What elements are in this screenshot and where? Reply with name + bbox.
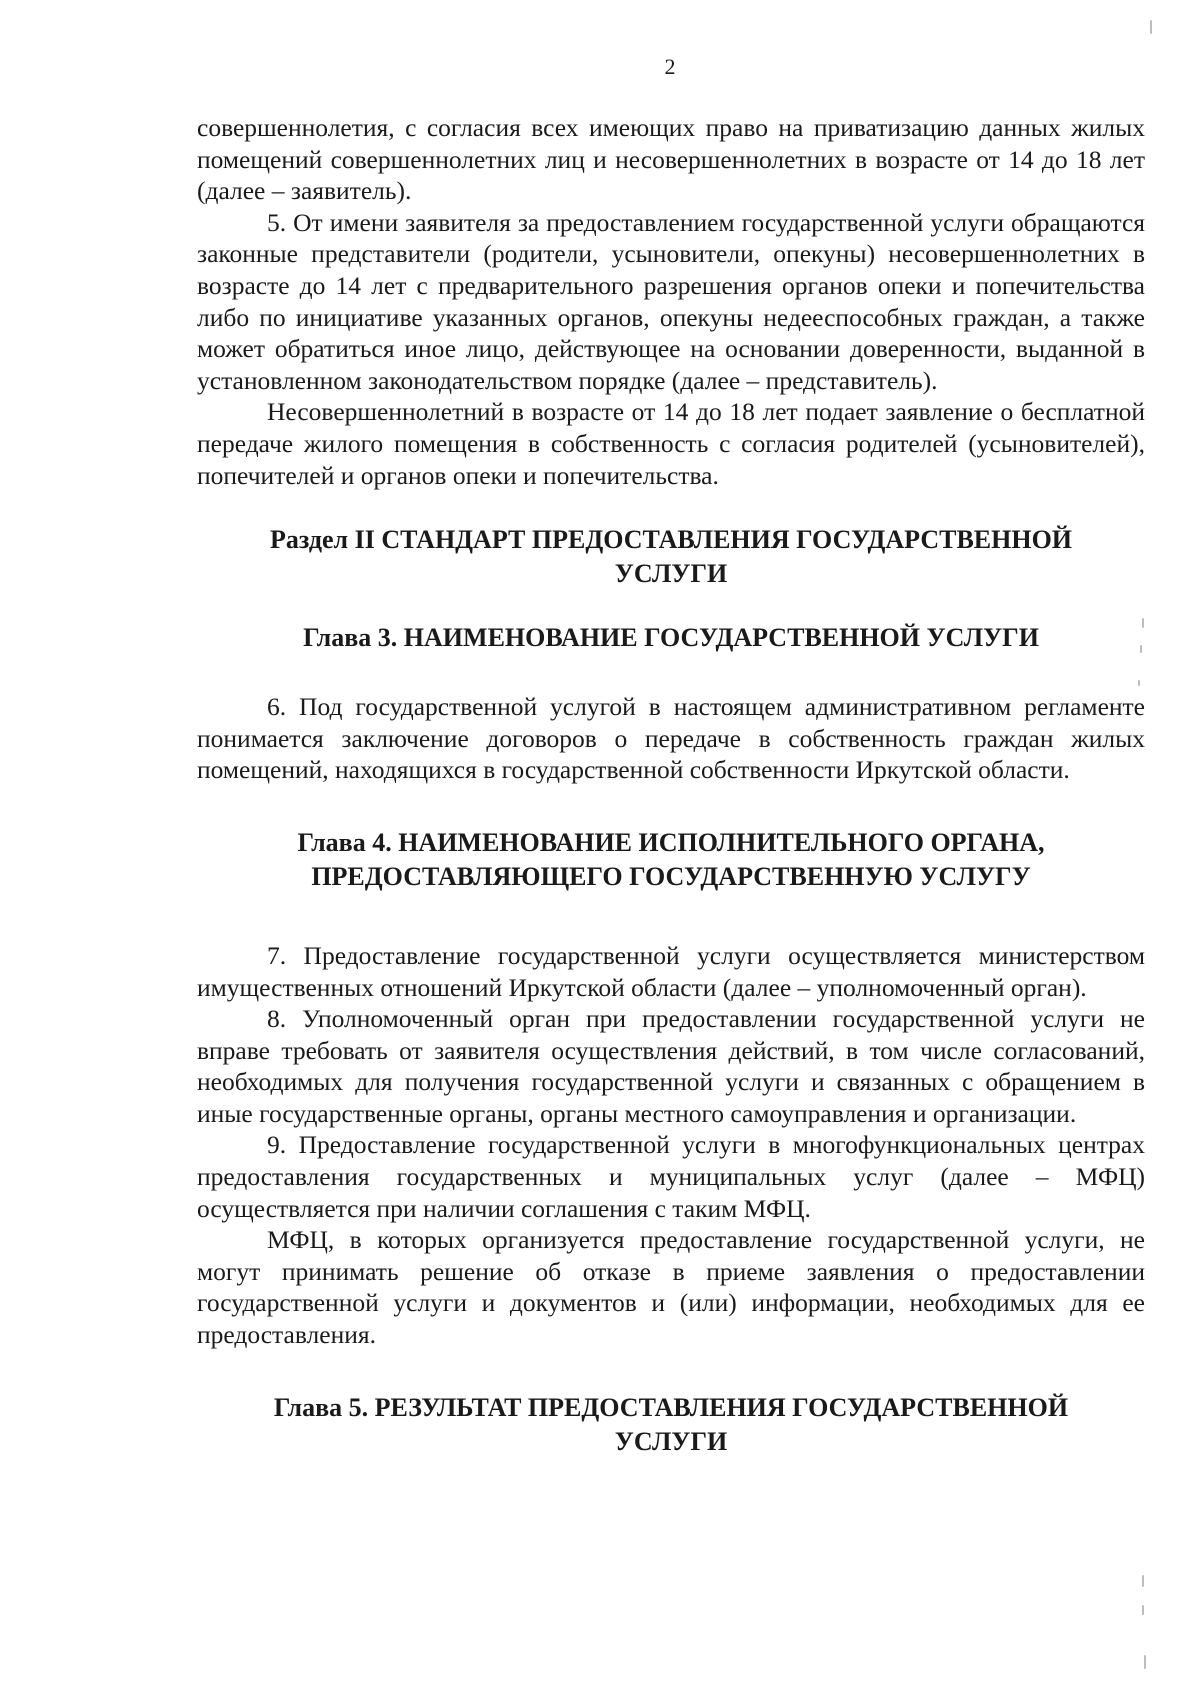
chapter-4-heading bbox=[197, 826, 1145, 894]
page-number: 2 bbox=[664, 54, 676, 79]
scan-artifact bbox=[1150, 20, 1152, 34]
paragraph-6: 6. Под государственной услугой в настоящем административном регламенте понимается заключение договоров о передаче в собственность граждан жилых помещений, находящихся в государственной собственности Иркутской области. bbox=[197, 692, 1145, 785]
chapter-3-heading: Глава 3. НАИМЕНОВАНИЕ ГОСУДАРСТВЕННОЙ УСЛУГИ bbox=[303, 623, 1039, 653]
paragraph-9: 9. Предоставление государственной услуги в многофункциональных центрах предоставления государственных и муниципальных услуг (далее – МФЦ) осуществляется при наличии соглашения с таким МФЦ. bbox=[197, 1130, 1145, 1223]
chapter-4-heading-line2: ПРЕДОСТАВЛЯЮЩЕГО ГОСУДАРСТВЕННУЮ УСЛУГУ bbox=[311, 861, 1031, 891]
scan-artifact bbox=[1142, 1605, 1144, 1615]
scan-artifact bbox=[1142, 618, 1144, 628]
paragraph-7: 7. Предоставление государственной услуги осуществляется министерством имущественных отношений Иркутской области (далее – уполномоченный орган). bbox=[197, 940, 1145, 1002]
section-2-heading bbox=[197, 523, 1145, 591]
section-2-heading-line2: УСЛУГИ bbox=[614, 559, 728, 589]
chapter-5-heading-line1: Глава 5. РЕЗУЛЬТАТ ПРЕДОСТАВЛЕНИЯ ГОСУДАРСТВЕННОЙ bbox=[273, 1392, 1069, 1422]
scan-artifact bbox=[1144, 1655, 1146, 1669]
scan-artifact bbox=[1138, 680, 1140, 686]
paragraph-8: 8. Уполномоченный орган при предоставлении государственной услуги не вправе требовать от заявителя осуществления действий, в том числе согласований, необходимых для получения государственной услуги и связанных с обращением в иные государственные органы, органы местного самоуправления и организации. bbox=[197, 1004, 1145, 1128]
chapter-4-heading-line1: Глава 4. НАИМЕНОВАНИЕ ИСПОЛНИТЕЛЬНОГО ОРГАНА, bbox=[297, 827, 1045, 857]
paragraph-minor-application: Несовершеннолетний в возрасте от 14 до 18 лет подает заявление о бесплатной передаче жилого помещения в собственность с согласия родителей (усыновителей), попечителей и органов опеки и попечительства. bbox=[197, 397, 1145, 490]
section-2-heading-line1: Раздел II СТАНДАРТ ПРЕДОСТАВЛЕНИЯ ГОСУДАРСТВЕННОЙ bbox=[269, 525, 1073, 555]
paragraph-mfc: МФЦ, в которых организуется предоставление государственной услуги, не могут принимать решение об отказе в приеме заявления о предоставлении государственной услуги и документов и (или) информации, необходимых для ее предоставления. bbox=[197, 1225, 1145, 1350]
document-body bbox=[197, 112, 1145, 1459]
scan-artifact bbox=[1142, 1575, 1144, 1587]
chapter-5-heading bbox=[197, 1391, 1145, 1459]
chapter-5-heading-line2: УСЛУГИ bbox=[614, 1426, 728, 1456]
scan-artifact bbox=[1140, 645, 1142, 653]
paragraph-continuation: совершеннолетия, с согласия всех имеющих право на приватизацию данных жилых помещений совершеннолетних лиц и несовершеннолетних в возрасте от 14 до 18 лет (далее – заявитель). bbox=[197, 113, 1145, 206]
paragraph-5: 5. От имени заявителя за предоставлением государственной услуги обращаются законные представители (родители, усыновители, опекуны) несовершеннолетних в возрасте до 14 лет с предварительного разрешения органов опеки и попечительства либо по инициативе указанных органов, опекуны недееспособных граждан, а также может обратиться иное лицо, действующее на основании доверенности, выданной в установленном законодательством порядке (далее – представитель). bbox=[197, 207, 1145, 395]
